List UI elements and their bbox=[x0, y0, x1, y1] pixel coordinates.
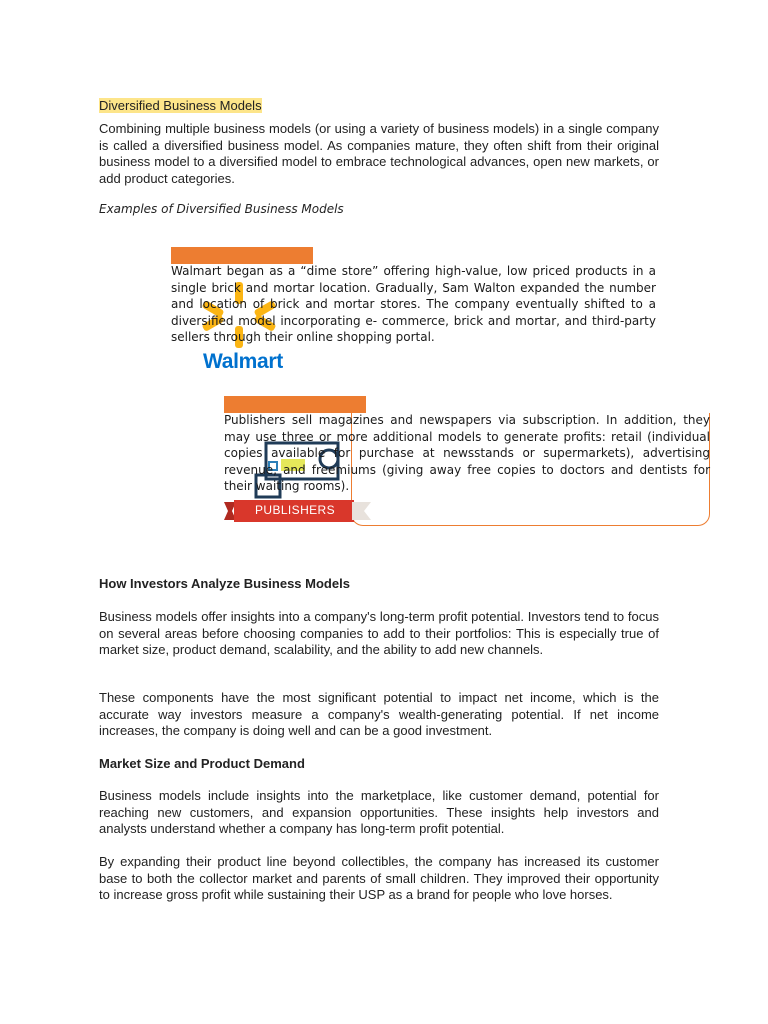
publishers-header-bar bbox=[224, 396, 366, 413]
market-paragraph-1: Business models include insights into the marketplace, like customer demand, potential for reaching new customers, and expansion opportunities. These insights help investors and analysts understand whether a company has long-term profit potential. bbox=[99, 788, 659, 836]
heading-text: Diversified Business Models bbox=[99, 98, 262, 113]
market-paragraph-2: By expanding their product line beyond collectibles, the company has increased its customer base to both the collector market and parents of small children. They improved their opportunity to increase gross profit while sustaining their USP as a brand for people who love horses. bbox=[99, 854, 659, 902]
page-heading bbox=[99, 97, 262, 115]
walmart-description: Walmart began as a “dime store” offering high-value, low priced products in a single brick and mortar location. Gradually, Sam Walton expanded the number and location of brick and mortar stores. The company eventually shifted to a diversified model incorporating e- commerce, brick and mortar, and third-party sellers through their online shopping portal. bbox=[171, 264, 656, 344]
investors-paragraph-1: Business models offer insights into a company's long-term profit potential. Investors tend to focus on several areas before choosing companies to add to their portfolios: This is especially true of market size, product demand, scalability, and the ability to add new channels. bbox=[99, 609, 659, 657]
examples-caption: Examples of Diversified Business Models bbox=[99, 202, 344, 216]
investors-paragraph-2: These components have the most significant potential to impact net income, which is the accurate way investors measure a company's wealth-generating potential. If net income increases, the company is doing well and can be a good investment. bbox=[99, 690, 659, 738]
intro-paragraph: Combining multiple business models (or using a variety of business models) in a single company is called a diversified business model. As companies mature, they often shift from their original business model to a diversified model to embrace technological advances, open new markets, or add product categories. bbox=[99, 121, 659, 186]
section-title-market-size: Market Size and Product Demand bbox=[99, 756, 305, 771]
walmart-header-bar bbox=[171, 247, 313, 264]
publishers-banner-label: PUBLISHERS bbox=[254, 503, 336, 517]
walmart-logo: Walmart bbox=[203, 350, 283, 373]
section-title-investors: How Investors Analyze Business Models bbox=[99, 576, 350, 591]
publishers-description: Publishers sell magazines and newspapers via subscription. In addition, they may use three or more additional models to generate profits: retail (individual copies available for purchase at newsstands or supermarkets), advertising revenue, and freemiums (giving away free copies to doctors and dentists for their waiting rooms). bbox=[224, 413, 710, 493]
publishers-banner bbox=[224, 500, 371, 522]
